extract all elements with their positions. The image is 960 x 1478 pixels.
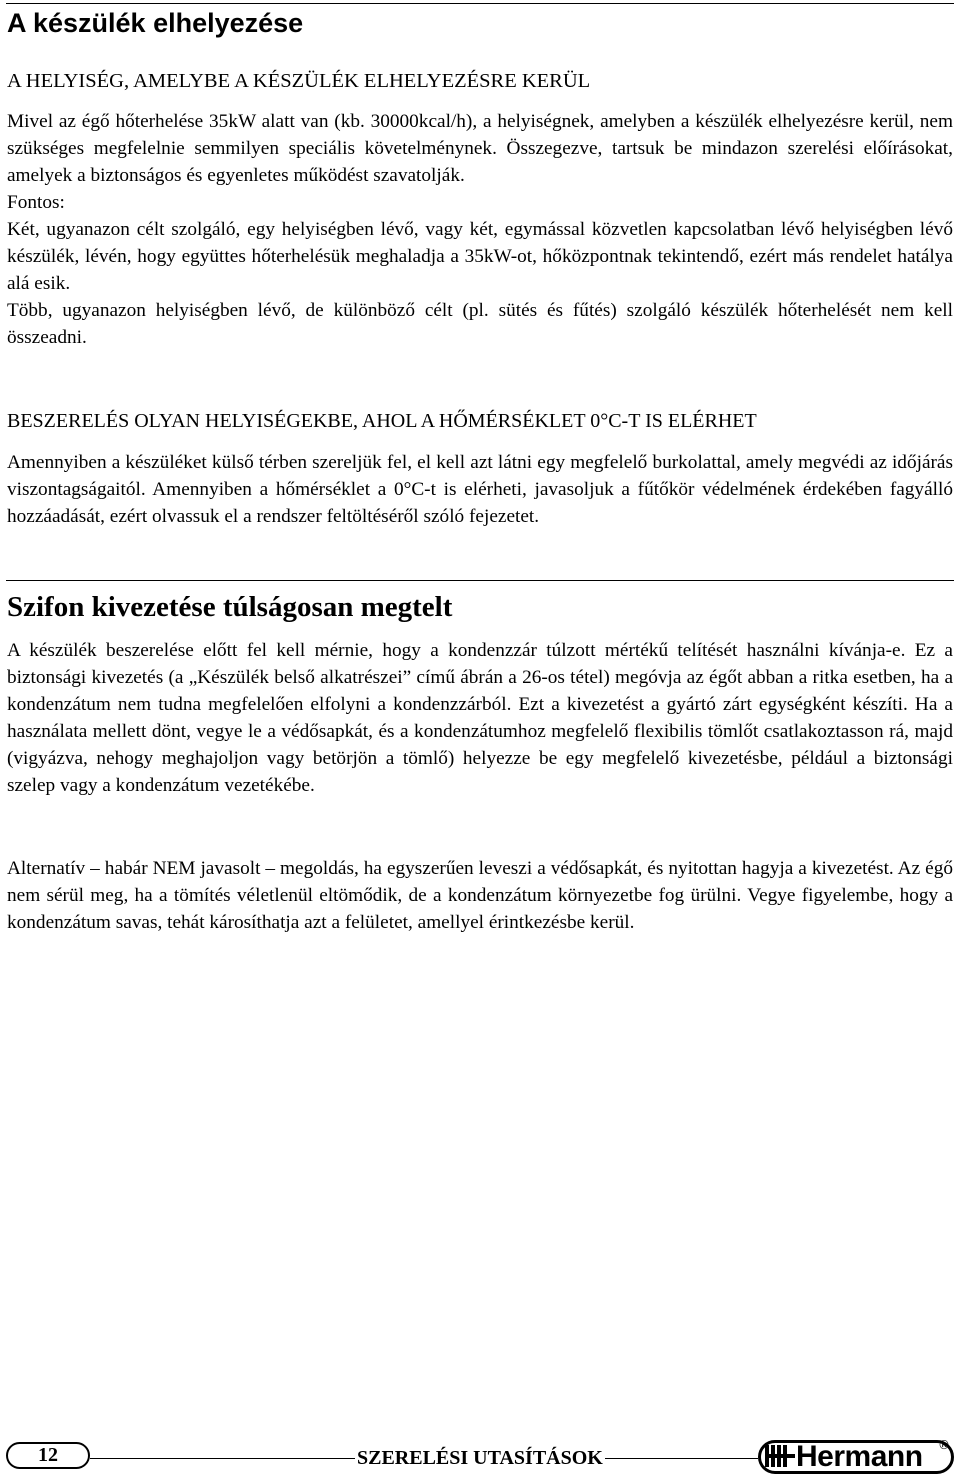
section-2-title: Szifon kivezetése túlságosan megtelt: [7, 591, 453, 623]
important-paragraph-2: Több, ugyanazon helyiségben lévő, de különböző célt (pl. sütés és fűtés) szolgáló készülék hőterhelését nem kell összeadni.: [7, 300, 953, 348]
registered-mark: ®: [938, 1438, 950, 1452]
section-title: A készülék elhelyezése: [7, 8, 304, 38]
subheading-2: BESZERELÉS OLYAN HELYISÉGEKBE, AHOL A HŐMÉRSÉKLET 0°C-T IS ELÉRHET: [7, 410, 757, 432]
paragraph-2: Amennyiben a készüléket külső térben szereljük fel, el kell azt látni egy megfelelő burkolattal, amely megvédi az időjárás viszontagságaitól. Amennyiben a hőmérséklet a 0°C-t is elérheti, javasoljuk a fűtőkör védelmének érdekében fagyálló hozzáadását, ezért olvassuk el a rendszer feltöltéséről szóló fejezetet.: [7, 452, 953, 527]
section-divider: [6, 580, 954, 581]
brand-name: Hermann: [796, 1440, 923, 1473]
page-number: 12: [6, 1442, 90, 1469]
important-paragraph-1: Két, ugyanazon célt szolgáló, egy helyiségben lévő, vagy két, egymással közvetlen kapcsolatban lévő helyiségben lévő készülék, lévén, hogy együttes hőterhelésük meghaladja a 35kW-ot, hőközpontnak tekintendő, ezért más rendelet hatálya alá esik.: [7, 219, 953, 294]
subheading: A HELYISÉG, AMELYBE A KÉSZÜLÉK ELHELYEZÉSRE KERÜL: [7, 70, 591, 92]
section-2-paragraph-1: A készülék beszerelése előtt fel kell mérnie, hogy a kondenzzár túlzott mértékű telítését használni kívánja-e. Ez a biztonsági kivezetés (a „Készülék belső alkatrészei” című ábrán a 26-os tétel) megóvja az égőt abban a ritka esetben, ha a kondenzátum nem tudna megfelelően elfolyni a kondenzzárból. Ezt a kivezetést a gyártó zárt egységként készíti. Ha a használata mellett dönt, vegye le a védősapkát, és a kondenzátumhoz megfelelő flexibilis tömlőt csatlakoztasson rá, majd (vigyázva, nehogy meghajoljon vagy betörjön a tömlő) helyezze be egy megfelelő kivezetésbe, például a biztonsági szelep vagy a kondenzátum vezetékébe.: [7, 640, 953, 796]
section-2-paragraph-2: Alternatív – habár NEM javasolt – megoldás, ha egyszerűen leveszi a védősapkát, és nyitottan hagyja a kivezetést. Az égő nem sérül meg, ha a tömítés véletlenül eltömődik, de a kondenzátum környezetbe fog ürülni. Vegye figyelembe, hogy a kondenzátum savas, tehát károsíthatja azt a felületet, amellyel érintkezésbe kerül.: [7, 858, 953, 933]
page-footer: [0, 1436, 960, 1478]
important-label: Fontos:: [7, 192, 65, 213]
hermann-logo-mark-icon: [765, 1445, 795, 1467]
footer-title: SZERELÉSI UTASÍTÁSOK: [355, 1444, 605, 1472]
paragraph: [7, 108, 953, 351]
top-rule: [6, 3, 954, 4]
intro-paragraph: Mivel az égő hőterhelése 35kW alatt van (kb. 30000kcal/h), a helyiségnek, amelyben a készülék elhelyezésre kerül, nem szükséges megfelelnie semmilyen speciális követelménynek. Összegezve, tartsuk be mindazon szerelési előírásokat, amelyek a biztonságos és egyenletes működést szavatolják.: [7, 111, 953, 186]
